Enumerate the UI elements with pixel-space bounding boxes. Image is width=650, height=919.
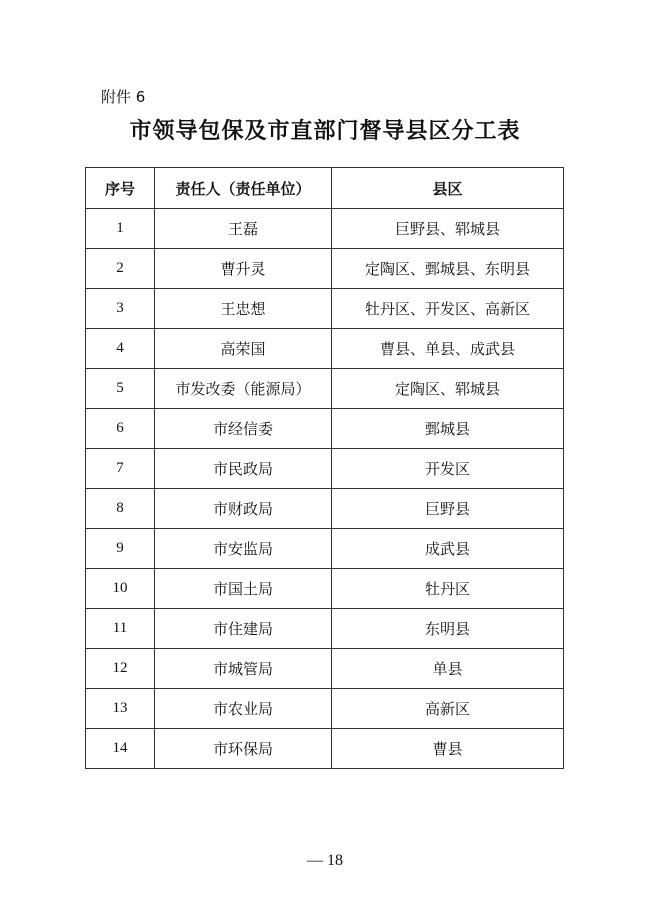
county-cell: 曹县 (332, 729, 564, 769)
table-row (86, 369, 564, 409)
county-cell: 牡丹区 (332, 569, 564, 609)
person-cell: 市民政局 (155, 449, 332, 489)
page-number: — 18 (307, 852, 343, 869)
table-row (86, 209, 564, 249)
county-cell: 巨野县 (332, 489, 564, 529)
table-row (86, 649, 564, 689)
person-cell: 高荣国 (155, 329, 332, 369)
county-cell: 单县 (332, 649, 564, 689)
person-cell: 市环保局 (155, 729, 332, 769)
table-row (86, 609, 564, 649)
attachment-label: 附件 6 (101, 88, 146, 106)
county-cell: 定陶区、鄄城县、东明县 (332, 249, 564, 289)
table-row (86, 329, 564, 369)
assignment-table (85, 167, 564, 769)
seq-cell: 7 (86, 449, 155, 489)
table-header-row (86, 168, 564, 209)
seq-cell: 14 (86, 729, 155, 769)
seq-cell: 6 (86, 409, 155, 449)
county-cell: 高新区 (332, 689, 564, 729)
person-cell: 王磊 (155, 209, 332, 249)
table-row (86, 249, 564, 289)
person-cell: 市安监局 (155, 529, 332, 569)
seq-cell: 1 (86, 209, 155, 249)
seq-cell: 3 (86, 289, 155, 329)
seq-cell: 13 (86, 689, 155, 729)
header-county: 县区 (332, 168, 564, 209)
table-row (86, 729, 564, 769)
header-seq: 序号 (86, 168, 155, 209)
seq-cell: 8 (86, 489, 155, 529)
county-cell: 巨野县、郓城县 (332, 209, 564, 249)
person-cell: 曹升灵 (155, 249, 332, 289)
person-cell: 市财政局 (155, 489, 332, 529)
seq-cell: 9 (86, 529, 155, 569)
document-title: 市领导包保及市直部门督导县区分工表 (129, 118, 521, 144)
seq-cell: 4 (86, 329, 155, 369)
table-row (86, 489, 564, 529)
table-row (86, 409, 564, 449)
table-row (86, 449, 564, 489)
seq-cell: 10 (86, 569, 155, 609)
person-cell: 市住建局 (155, 609, 332, 649)
person-cell: 市国土局 (155, 569, 332, 609)
table-row (86, 569, 564, 609)
person-cell: 市经信委 (155, 409, 332, 449)
person-cell: 市发改委（能源局） (155, 369, 332, 409)
county-cell: 鄄城县 (332, 409, 564, 449)
county-cell: 开发区 (332, 449, 564, 489)
seq-cell: 5 (86, 369, 155, 409)
county-cell: 东明县 (332, 609, 564, 649)
table-row (86, 689, 564, 729)
seq-cell: 11 (86, 609, 155, 649)
header-person: 责任人（责任单位） (155, 168, 332, 209)
county-cell: 牡丹区、开发区、高新区 (332, 289, 564, 329)
person-cell: 市城管局 (155, 649, 332, 689)
county-cell: 定陶区、郓城县 (332, 369, 564, 409)
seq-cell: 12 (86, 649, 155, 689)
seq-cell: 2 (86, 249, 155, 289)
county-cell: 成武县 (332, 529, 564, 569)
person-cell: 王忠想 (155, 289, 332, 329)
table-row (86, 289, 564, 329)
county-cell: 曹县、单县、成武县 (332, 329, 564, 369)
person-cell: 市农业局 (155, 689, 332, 729)
table-row (86, 529, 564, 569)
